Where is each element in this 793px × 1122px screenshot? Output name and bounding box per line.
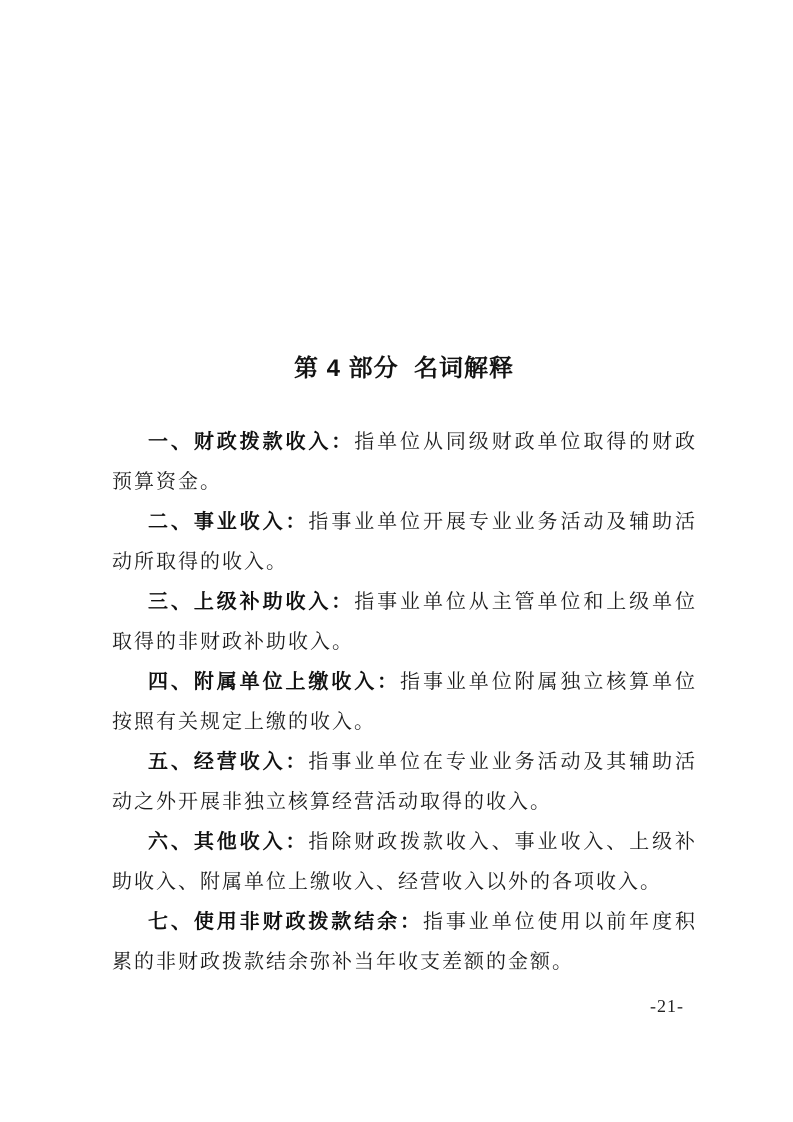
definition-term: 六、其他收入： <box>148 831 309 853</box>
definition-text: 指除财政拨款收入、事业收入、上级补助收入、附属单位上缴收入、经营收入以外的各项收入。 <box>112 831 698 893</box>
section-title: 第 4 部分 名词解释 <box>293 355 515 382</box>
definition-text: 指事业单位开展专业业务活动及辅助活动所取得的收入。 <box>112 511 698 573</box>
definition-term: 七、使用非财政拨款结余： <box>148 911 423 933</box>
definition-text: 指事业单位从主管单位和上级单位取得的非财政补助收入。 <box>112 591 698 653</box>
definition-text: 指单位从同级财政单位取得的财政预算资金。 <box>112 431 698 493</box>
definition-text: 指事业单位使用以前年度积累的非财政拨款结余弥补当年收支差额的金额。 <box>112 911 698 973</box>
definition-term: 四、附属单位上缴收入： <box>148 671 401 693</box>
definition-item <box>112 822 697 902</box>
definition-item <box>112 662 697 742</box>
definition-term: 一、财政拨款收入： <box>148 431 355 453</box>
definition-item <box>112 742 697 822</box>
definition-item <box>112 582 697 662</box>
definition-term: 三、上级补助收入： <box>148 591 355 613</box>
page-number: -21- <box>650 996 684 1016</box>
definition-term: 二、事业收入： <box>148 511 309 533</box>
definition-text: 指事业单位附属独立核算单位按照有关规定上缴的收入。 <box>112 671 698 733</box>
definition-item <box>112 502 697 582</box>
definition-item <box>112 422 697 502</box>
definition-text: 指事业单位在专业业务活动及其辅助活动之外开展非独立核算经营活动取得的收入。 <box>112 751 698 813</box>
definitions-list <box>112 422 697 982</box>
definition-item <box>112 902 697 982</box>
definition-term: 五、经营收入： <box>148 751 309 773</box>
